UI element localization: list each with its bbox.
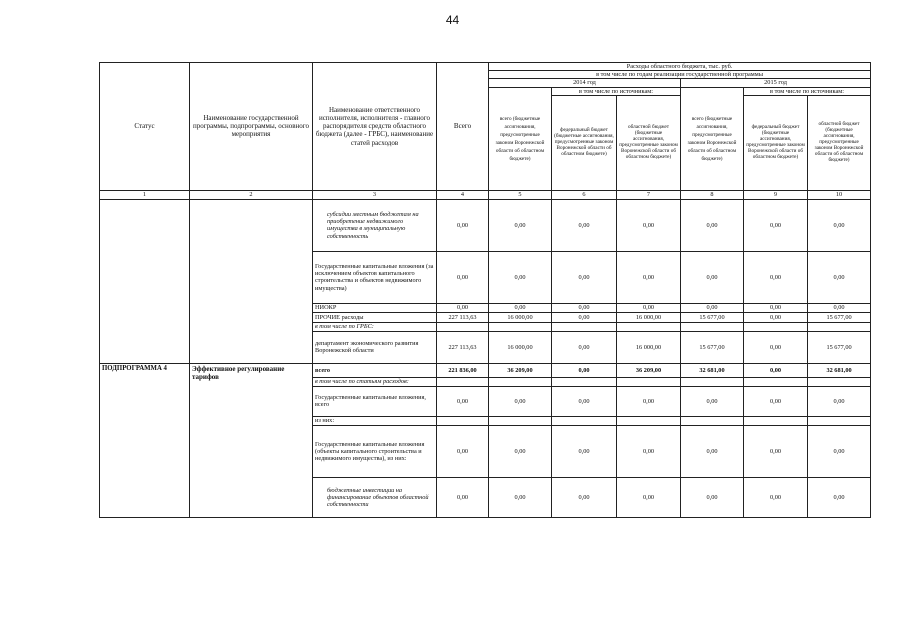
header-executor: Наименование ответственного исполнителя, исполнителя - главного распорядителя средств областного бюджета (далее - ГРБС), наименование статей расходов [313, 63, 437, 191]
row-label: Государственные капитальные вложения (за исключением объектов капитального строительства и объектов недвижимого имущества) [313, 251, 437, 303]
value-cell: 16 000,00 [617, 312, 681, 322]
header-expenses-title: Расходы областного бюджета, тыс. руб. [489, 63, 871, 71]
col-num: 1 [100, 190, 190, 199]
value-cell: 0,00 [744, 312, 808, 322]
value-cell: 0,00 [552, 425, 617, 477]
value-cell [808, 416, 871, 425]
value-cell: 0,00 [617, 386, 681, 416]
value-cell: 0,00 [552, 251, 617, 303]
value-cell: 0,00 [489, 425, 552, 477]
value-cell [489, 377, 552, 386]
col-num: 6 [552, 190, 617, 199]
value-cell: 0,00 [489, 303, 552, 312]
value-cell: 0,00 [744, 477, 808, 517]
value-cell [437, 322, 489, 331]
value-cell: 0,00 [744, 303, 808, 312]
col-num: 3 [313, 190, 437, 199]
value-cell [552, 416, 617, 425]
value-cell: 0,00 [744, 251, 808, 303]
header-name: Наименование государственной программы, подпрограммы, основного мероприятия [190, 63, 313, 191]
row-label: департамент экономического развития Воронежской области [313, 331, 437, 363]
value-cell: 0,00 [808, 425, 871, 477]
row-label: НИОКР [313, 303, 437, 312]
header-federal-2014: федеральный бюджет (бюджетные ассигнования, предусмотренные законом Воронежской области об областном бюджете) [552, 95, 617, 190]
value-cell: 0,00 [552, 386, 617, 416]
col-num: 7 [617, 190, 681, 199]
value-cell: 16 000,00 [617, 331, 681, 363]
value-cell [744, 322, 808, 331]
value-cell: 0,00 [617, 425, 681, 477]
value-cell [552, 377, 617, 386]
value-cell: 0,00 [489, 199, 552, 251]
value-cell: 0,00 [437, 425, 489, 477]
col-num: 2 [190, 190, 313, 199]
value-cell: 227 113,63 [437, 312, 489, 322]
header-by-sources-2015: в том числе по источникам: [744, 87, 871, 95]
status-cell [100, 199, 190, 363]
row-label: в том числе по статьям расходов: [313, 377, 437, 386]
header-sub-total-2014: всего (бюджетные ассигнования, предусмотренные законом Воронежской области об областном бюджете) [489, 87, 552, 190]
header-sub-total-2015: всего (бюджетные ассигнования, предусмотренные законом Воронежской области об областном бюджете) [681, 87, 744, 190]
value-cell: 227 113,63 [437, 331, 489, 363]
value-cell: 0,00 [681, 425, 744, 477]
value-cell: 0,00 [489, 251, 552, 303]
row-label: бюджетные инвестиции на финансирование объектов областной собственности [313, 477, 437, 517]
col-num: 8 [681, 190, 744, 199]
value-cell: 0,00 [552, 312, 617, 322]
header-regional-2014: областной бюджет (бюджетные ассигнования, предусмотренные законом Воронежской области об областном бюджете) [617, 95, 681, 190]
value-cell [617, 377, 681, 386]
budget-table [99, 62, 871, 518]
value-cell: 15 677,00 [681, 312, 744, 322]
row-label: в том числе по ГРБС: [313, 322, 437, 331]
value-cell: 0,00 [744, 386, 808, 416]
row-label: субсидии местным бюджетам на приобретение недвижимого имущества в муниципальную собственность [313, 199, 437, 251]
value-cell: 0,00 [681, 477, 744, 517]
value-cell: 0,00 [808, 386, 871, 416]
value-cell: 15 677,00 [681, 331, 744, 363]
value-cell: 0,00 [744, 363, 808, 377]
value-cell: 0,00 [744, 425, 808, 477]
col-num: 4 [437, 190, 489, 199]
value-cell: 0,00 [744, 199, 808, 251]
table-row [100, 199, 871, 251]
value-cell: 15 677,00 [808, 331, 871, 363]
value-cell: 0,00 [489, 386, 552, 416]
value-cell: 0,00 [437, 386, 489, 416]
value-cell: 0,00 [681, 199, 744, 251]
value-cell: 0,00 [617, 303, 681, 312]
value-cell: 0,00 [808, 251, 871, 303]
value-cell [744, 377, 808, 386]
value-cell: 0,00 [552, 477, 617, 517]
subprogram-name: Эффективное регулирование тарифов [190, 363, 313, 517]
value-cell: 16 000,00 [489, 312, 552, 322]
value-cell: 0,00 [681, 303, 744, 312]
value-cell [437, 377, 489, 386]
value-cell [808, 322, 871, 331]
value-cell: 0,00 [552, 363, 617, 377]
value-cell [808, 377, 871, 386]
row-label: ПРОЧИЕ расходы [313, 312, 437, 322]
value-cell [489, 416, 552, 425]
value-cell: 0,00 [489, 477, 552, 517]
column-number-row [100, 190, 871, 199]
value-cell [437, 416, 489, 425]
col-num: 5 [489, 190, 552, 199]
value-cell: 0,00 [617, 199, 681, 251]
value-cell: 0,00 [617, 477, 681, 517]
value-cell: 15 677,00 [808, 312, 871, 322]
row-label: Государственные капитальные вложения, всего [313, 386, 437, 416]
value-cell: 36 209,00 [617, 363, 681, 377]
col-num: 10 [808, 190, 871, 199]
value-cell: 0,00 [437, 199, 489, 251]
header-year-2014: 2014 год [489, 79, 681, 87]
value-cell [744, 416, 808, 425]
header-status: Статус [100, 63, 190, 191]
value-cell: 0,00 [808, 477, 871, 517]
value-cell: 0,00 [552, 303, 617, 312]
row-label: Государственные капитальные вложения (объекты капитального строительства и недвижимого имущества), из них: [313, 425, 437, 477]
col-num: 9 [744, 190, 808, 199]
value-cell: 36 209,00 [489, 363, 552, 377]
value-cell [617, 416, 681, 425]
page-number: 44 [445, 13, 460, 27]
value-cell: 221 836,00 [437, 363, 489, 377]
value-cell [681, 416, 744, 425]
value-cell [681, 377, 744, 386]
header-by-sources-2014: в том числе по источникам: [552, 87, 681, 95]
value-cell: 0,00 [808, 303, 871, 312]
name-cell [190, 199, 313, 363]
row-label: из них: [313, 416, 437, 425]
header-federal-2015: федеральный бюджет (бюджетные ассигнования, предусмотренные законом Воронежской области об областном бюджете) [744, 95, 808, 190]
value-cell: 0,00 [617, 251, 681, 303]
table-row [100, 363, 871, 377]
value-cell: 32 681,00 [681, 363, 744, 377]
value-cell: 0,00 [437, 303, 489, 312]
value-cell [681, 322, 744, 331]
value-cell: 16 000,00 [489, 331, 552, 363]
value-cell [617, 322, 681, 331]
value-cell: 0,00 [808, 199, 871, 251]
value-cell: 0,00 [437, 251, 489, 303]
value-cell: 32 681,00 [808, 363, 871, 377]
value-cell: 0,00 [437, 477, 489, 517]
header-regional-2015: областной бюджет (бюджетные ассигнования, предусмотренные законом Воронежской области об областном бюджете) [808, 95, 871, 190]
value-cell: 0,00 [744, 331, 808, 363]
value-cell: 0,00 [681, 251, 744, 303]
value-cell: 0,00 [681, 386, 744, 416]
value-cell: 0,00 [552, 331, 617, 363]
value-cell [489, 322, 552, 331]
header-by-years: в том числе по годам реализации государственной программы [489, 71, 871, 79]
subprogram-status: ПОДПРОГРАММА 4 [100, 363, 190, 517]
row-label: всего [313, 363, 437, 377]
header-total: Всего [437, 63, 489, 191]
value-cell [552, 322, 617, 331]
value-cell: 0,00 [552, 199, 617, 251]
header-year-2015: 2015 год [681, 79, 871, 87]
